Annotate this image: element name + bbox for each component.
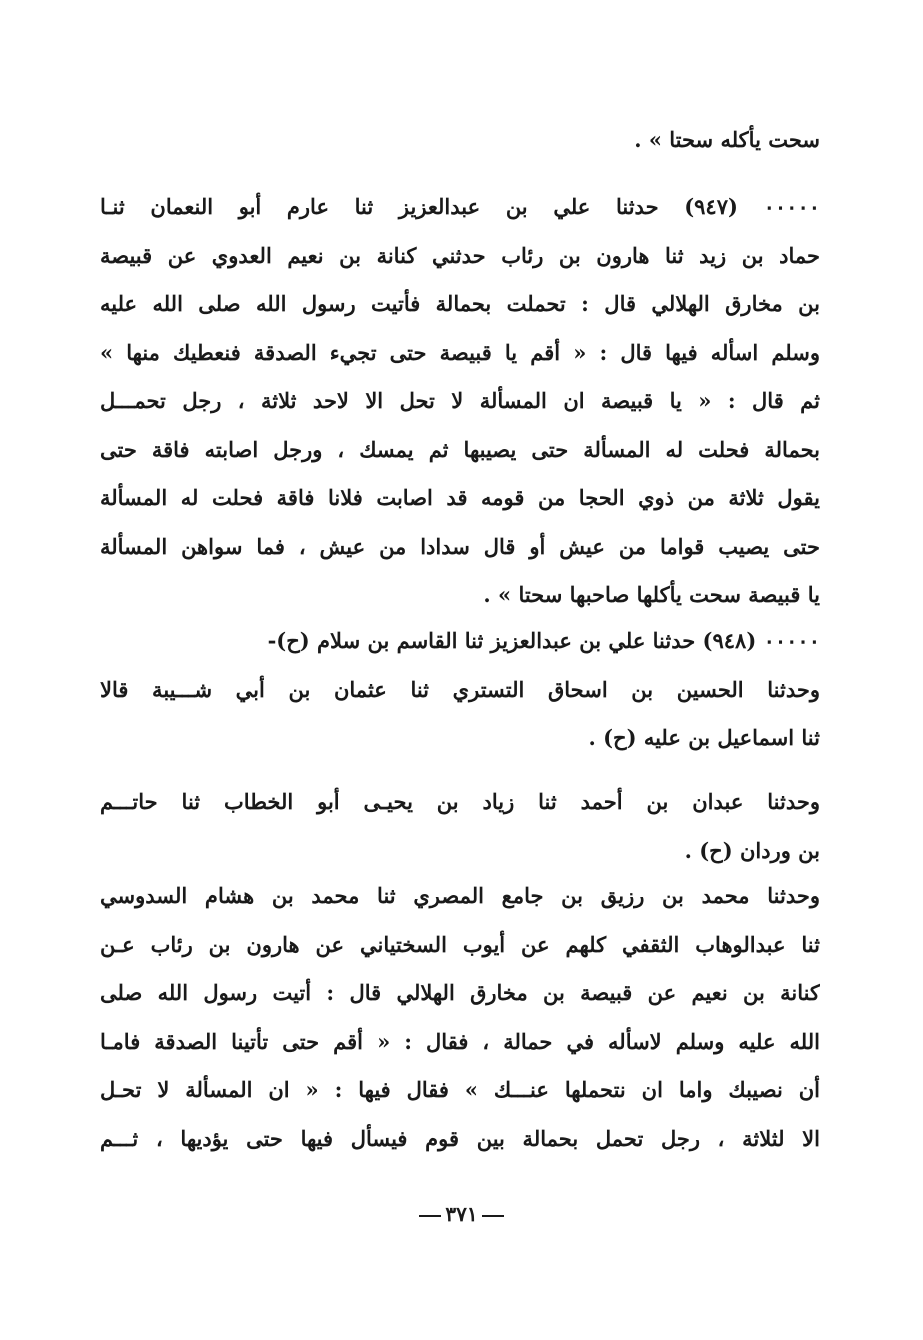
page-number-dash <box>419 1215 441 1217</box>
text-line: الا لثلاثة ، رجل تحمل بحمالة بين قوم فيسأل فيها حتى يؤديها ، ثـــم <box>100 1125 820 1151</box>
page-number <box>0 1202 923 1226</box>
page-number-dash <box>482 1215 504 1217</box>
text-line: ثنا اسماعيل بن عليه (ح) . <box>588 725 820 750</box>
text-line: يا قبيصة سحت يأكلها صاحبها سحتا » . <box>483 582 820 607</box>
text-line: وحدثنا الحسين بن اسحاق التستري ثنا عثمان بن أبي شـــيبة قالا <box>100 676 820 702</box>
text-line: بحمالة فحلت له المسألة حتى يصيبها ثم يمسك ، ورجل اصابته فاقة حتى <box>100 436 820 462</box>
hadith-947 <box>100 183 820 620</box>
text-line: وحدثنا محمد بن رزيق بن جامع المصري ثنا محمد بن هشام السدوسي <box>100 883 820 908</box>
text-line: كنانة بن نعيم عن قبيصة بن مخارق الهلالي قال : أتيت رسول الله صلى <box>100 980 820 1005</box>
chain-paragraph-muhammad <box>100 872 820 1163</box>
chain-paragraph-abdan <box>100 778 820 875</box>
page-number-value: ٣٧١ <box>445 1202 478 1226</box>
paragraph-continuation <box>100 116 820 165</box>
text-line: وحدثنا عبدان بن أحمد ثنا زياد بن يحيـى أبو الخطاب ثنا حاتـــم <box>100 789 820 814</box>
text-line: ثم قال : « يا قبيصة ان المسألة لا تحل الا لاحد ثلاثة ، رجل تحمـــل <box>100 388 820 413</box>
text-line: ثنا عبدالوهاب الثقفي كلهم عن أيوب السختياني عن هارون بن رئاب عـن <box>100 931 820 957</box>
text-line: حماد بن زيد ثنا هارون بن رئاب حدثني كنانة بن نعيم العدوي عن قبيصة <box>100 242 820 268</box>
text-line: سحت يأكله سحتا » . <box>634 127 820 152</box>
text-line: أن نصيبك واما ان نتحملها عنـــك » فقال فيها : « ان المسألة لا تحـل <box>100 1077 820 1102</box>
text-line: ٠٠٠٠٠ (٩٤٧) حدثنا علي بن عبدالعزيز ثنا عارم أبو النعمان ثنـا <box>100 194 820 219</box>
text-line: حتى يصيب قواما من عيش أو قال سدادا من عيش ، فما سواهن المسألة <box>100 533 820 559</box>
hadith-948 <box>100 617 820 763</box>
text-line: بن وردان (ح) . <box>684 837 820 863</box>
text-line: يقول ثلاثة من ذوي الحجا من قومه قد اصابت فلانا فاقة فحلت له المسألة <box>100 485 820 510</box>
text-line: بن مخارق الهلالي قال : تحملت بحمالة فأتيت رسول الله صلى الله عليه <box>100 291 820 316</box>
text-line: ٠٠٠٠٠ (٩٤٨) حدثنا علي بن عبدالعزيز ثنا القاسم بن سلام (ح)- <box>267 628 820 653</box>
text-line: وسلم اسأله فيها قال : « أقم يا قبيصة حتى تجيء الصدقة فنعطيك منها » <box>100 339 820 365</box>
text-line: الله عليه وسلم لاسأله في حمالة ، فقال : « أقم حتى تأتينا الصدقة فامـا <box>100 1028 820 1054</box>
